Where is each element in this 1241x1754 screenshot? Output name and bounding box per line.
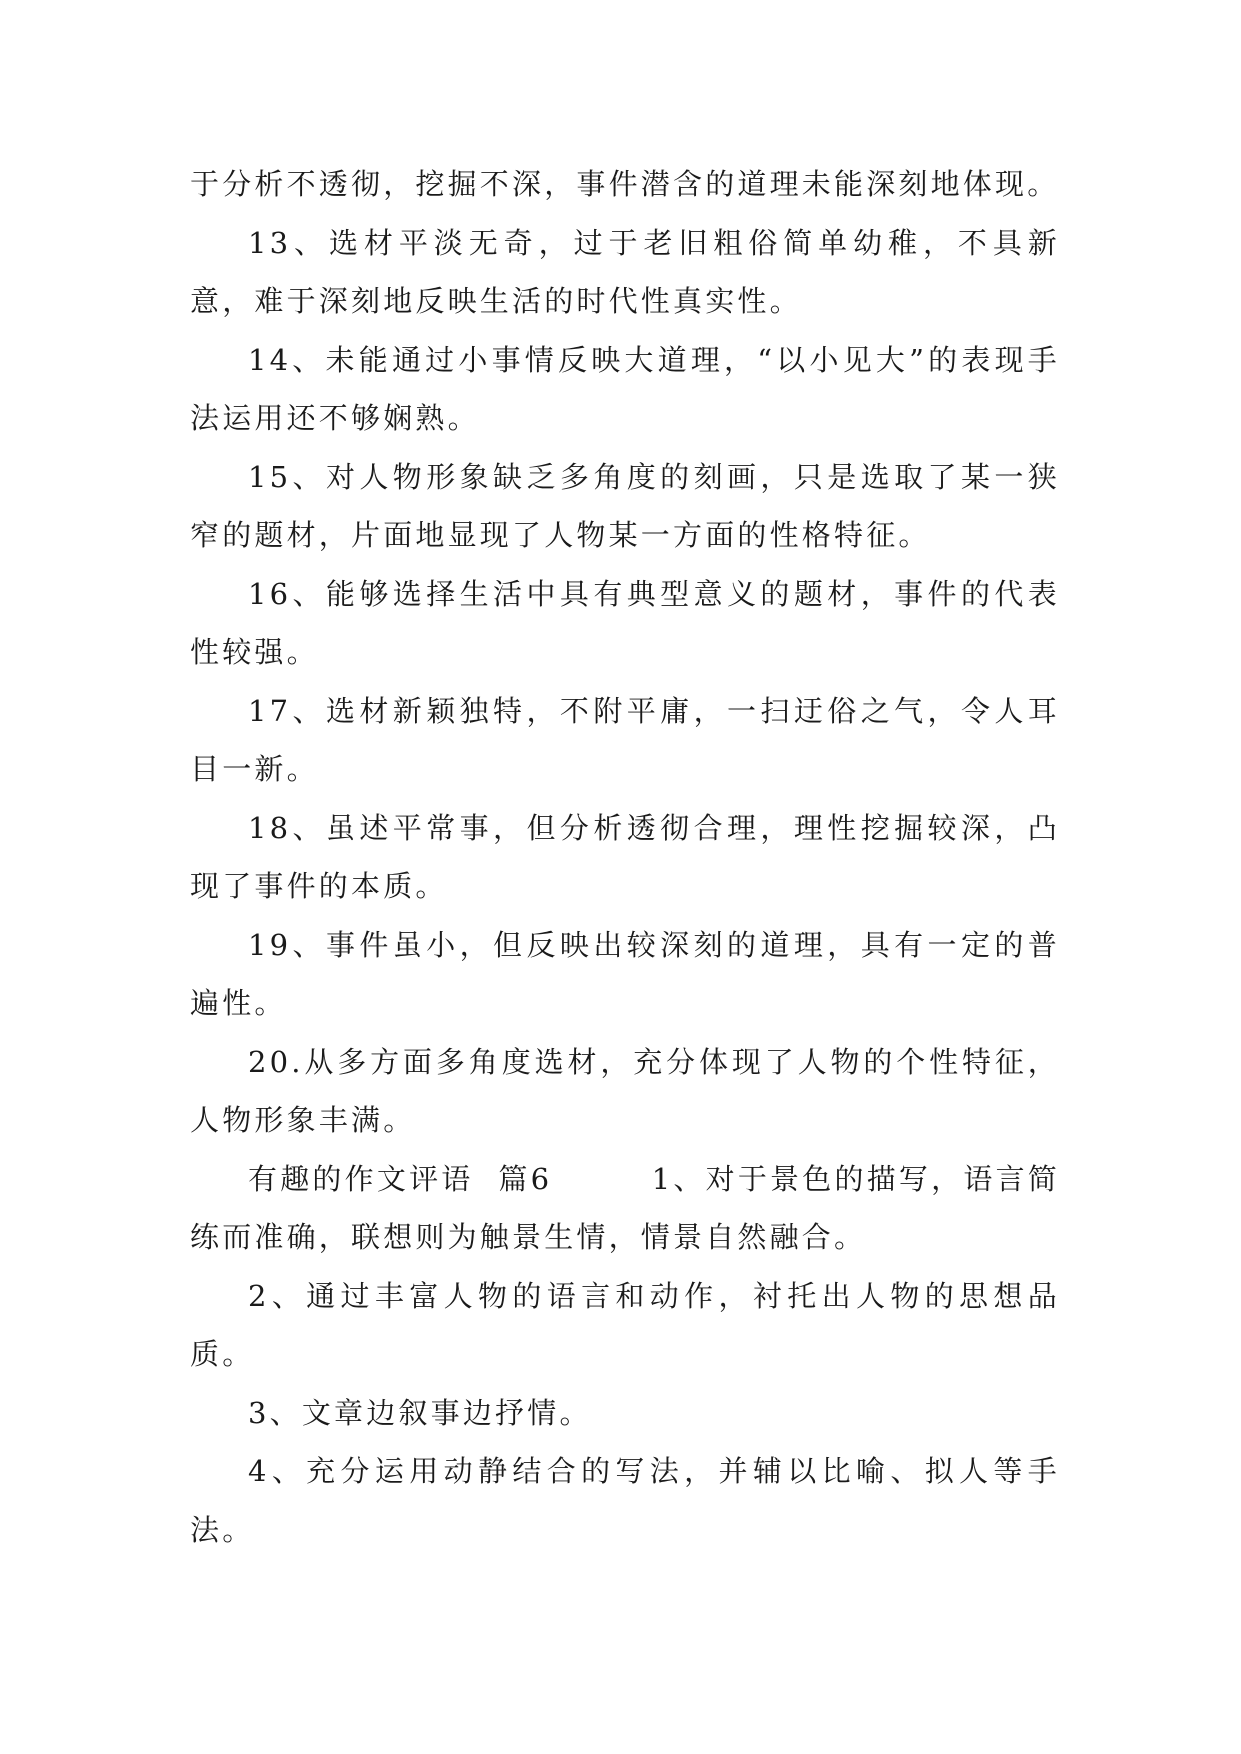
paragraph-item-15: 15、对人物形象缺乏多角度的刻画，只是选取了某一狭窄的题材，片面地显现了人物某一方面的性格特征。 <box>190 459 1060 552</box>
paragraph-item-14: 14、未能通过小事情反映大道理，“以小见大”的表现手法运用还不够娴熟。 <box>190 342 1060 435</box>
paragraph-continuation: 于分析不透彻，挖掘不深，事件潜含的道理未能深刻地体现。 <box>190 167 1060 201</box>
paragraph-item-17: 17、选材新颖独特，不附平庸，一扫迂俗之气，令人耳目一新。 <box>190 693 1060 786</box>
paragraph-item-13: 13、选材平淡无奇，过于老旧粗俗简单幼稚，不具新意，难于深刻地反映生活的时代性真实性。 <box>190 225 1060 318</box>
paragraph-item-18: 18、虽述平常事，但分析透彻合理，理性挖掘较深，凸现了事件的本质。 <box>190 810 1060 903</box>
paragraph-section-6-item-3: 3、文章边叙事边抒情。 <box>248 1395 592 1430</box>
paragraph-section-6-item-4: 4、充分运用动静结合的写法，并辅以比喻、拟人等手法。 <box>190 1454 1060 1547</box>
paragraph-item-20: 20.从多方面多角度选材，充分体现了人物的个性特征，人物形象丰满。 <box>190 1044 1060 1137</box>
paragraph-section-6-item-1: 有趣的作文评语 篇6 1、对于景色的描写，语言简练而准确，联想则为触景生情，情景自然融合。 <box>190 1161 1060 1254</box>
paragraph-item-16: 16、能够选择生活中具有典型意义的题材，事件的代表性较强。 <box>190 576 1060 669</box>
paragraph-item-19: 19、事件虽小，但反映出较深刻的道理，具有一定的普遍性。 <box>190 927 1060 1020</box>
document-body <box>190 155 1060 1559</box>
paragraph-section-6-item-2: 2、通过丰富人物的语言和动作，衬托出人物的思想品质。 <box>190 1278 1060 1371</box>
